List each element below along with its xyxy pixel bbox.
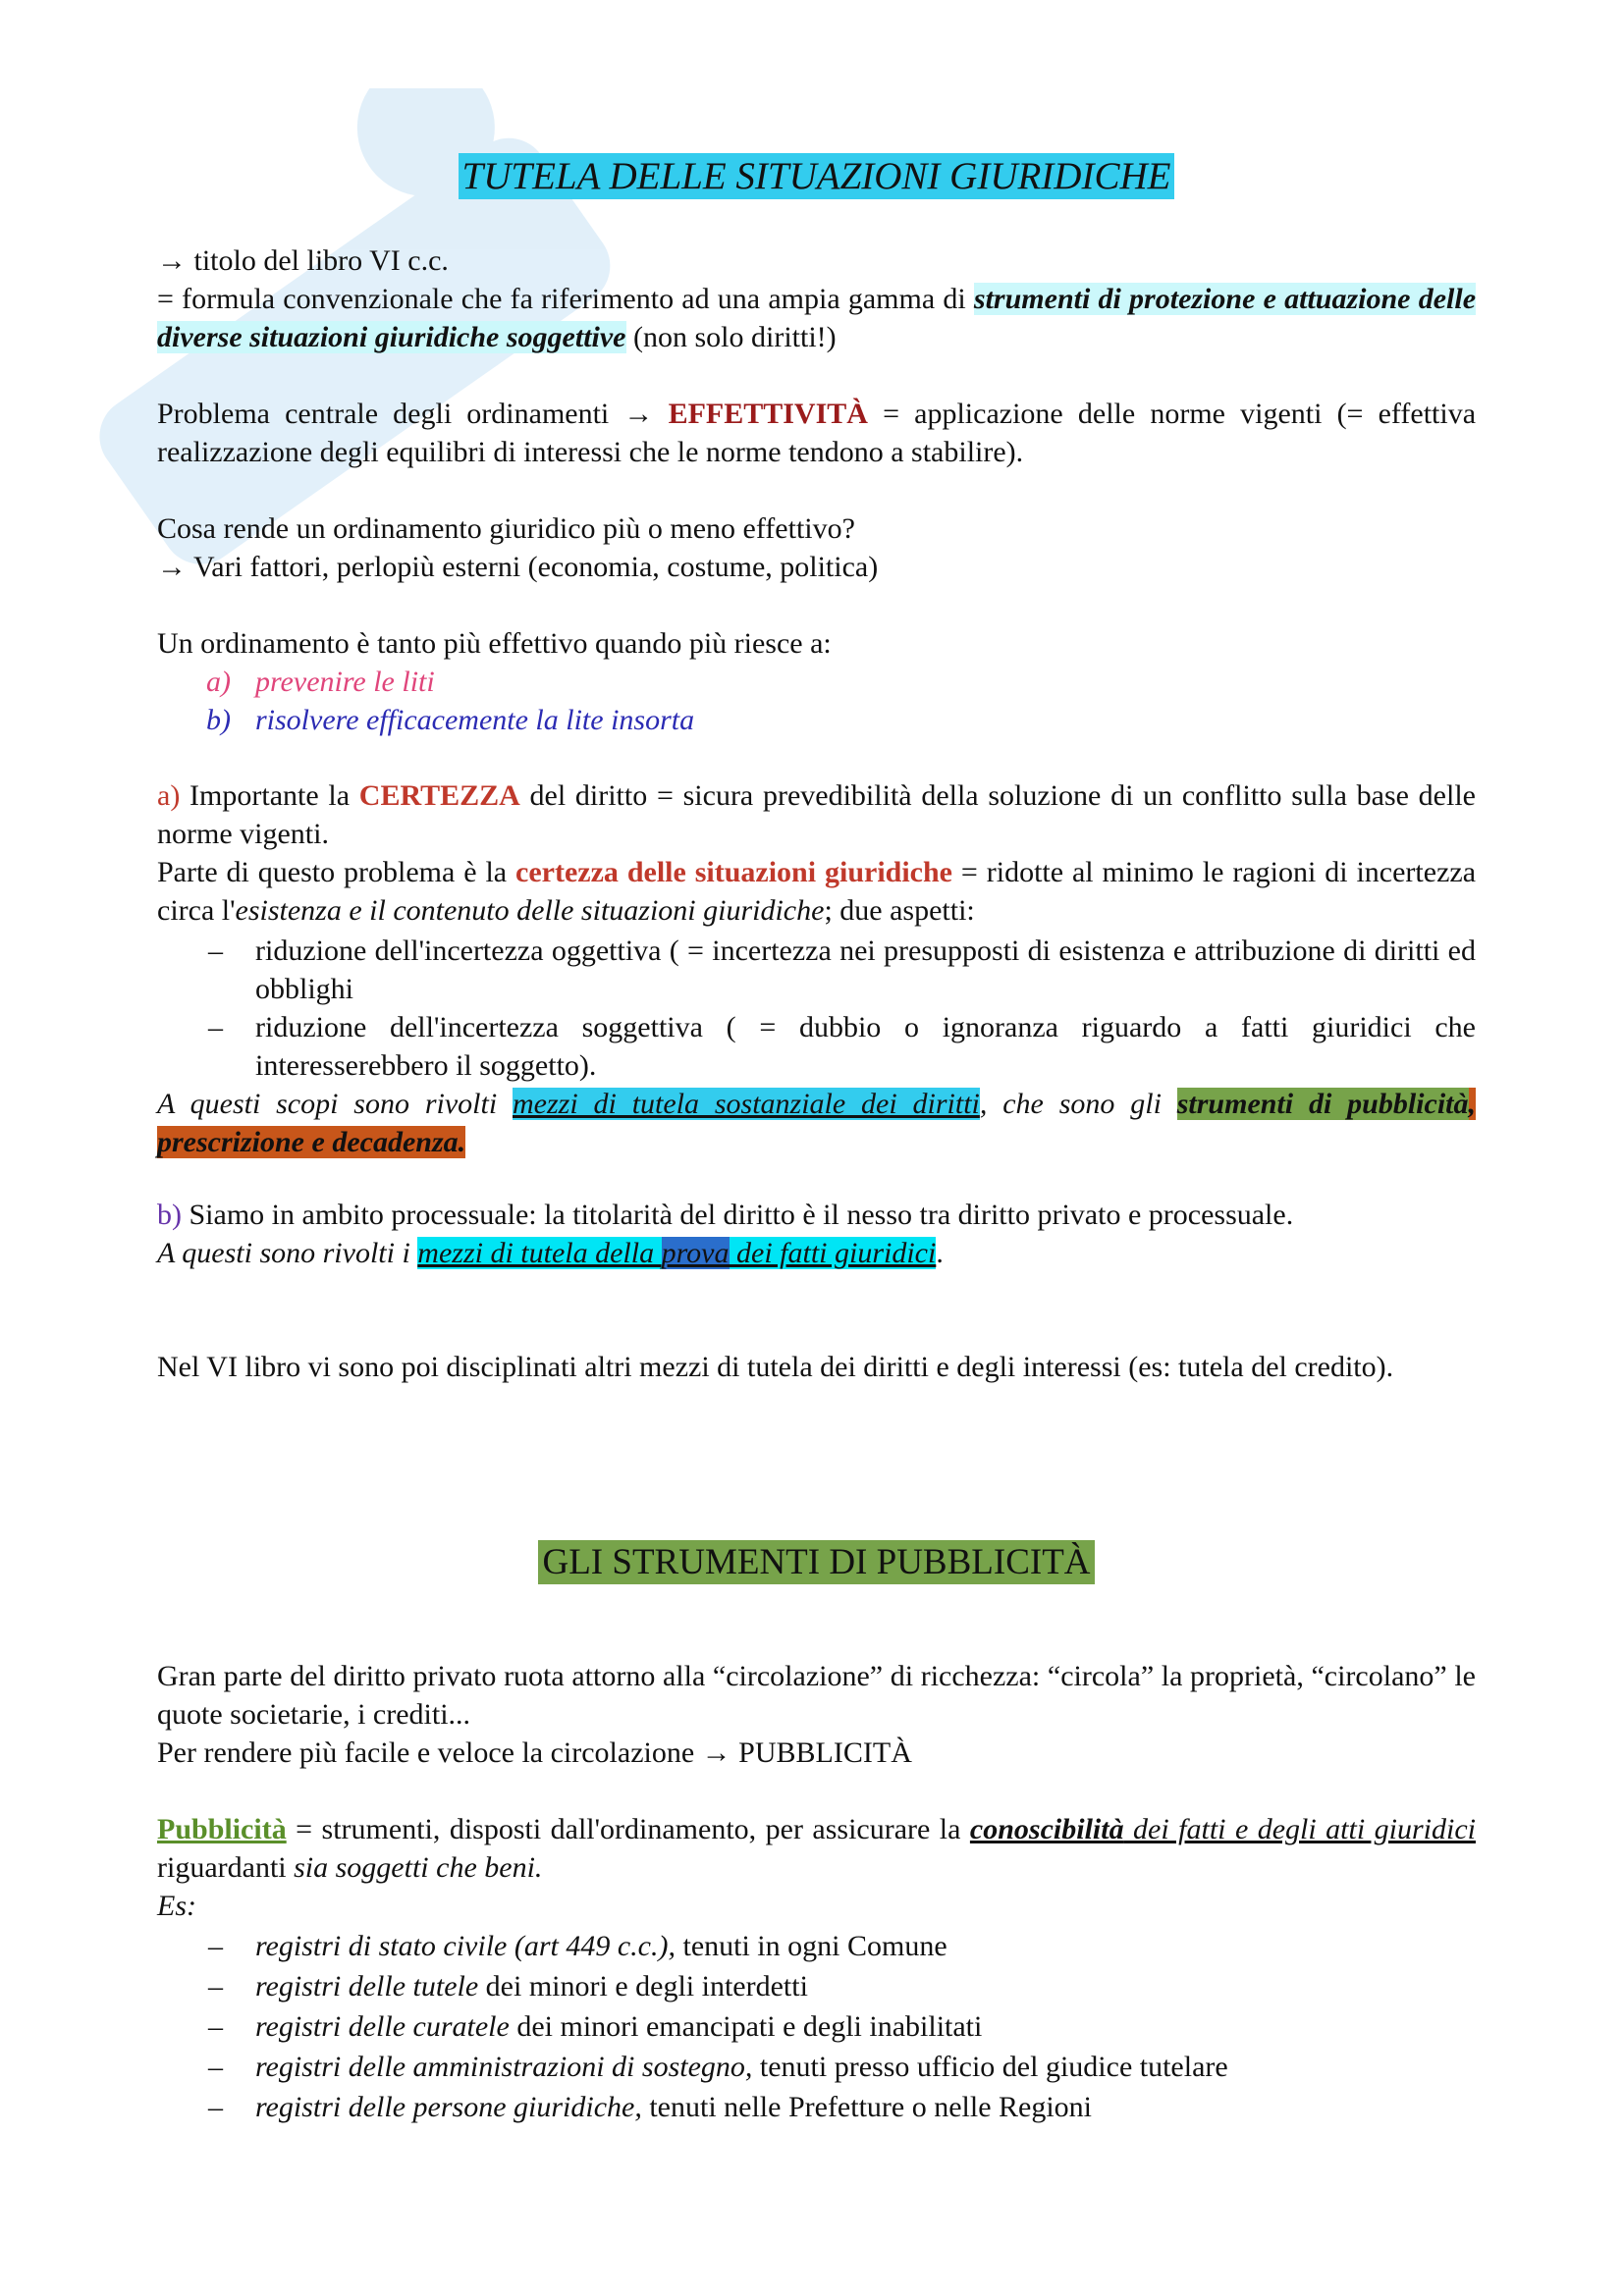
section-a: a) Importante la CERTEZZA del diritto = sicura prevedibilità della soluzione di un conflitto sulla base delle norme vigenti. Parte di questo problema è la certezza delle situazioni giuridiche = ridotte al minimo le ragioni di incertezza circa l'esistenza e il contenuto delle situazioni giuridiche; due aspetti: – riduzione dell'incertezza oggettiva ( = incertezza nei presupposti di esistenza e attribuzione di diritti ed obblighi – riduzione dell'incertezza soggettiva ( = dubbio o ignoranza riguardo a fatti giuridici che interesserebbero il soggetto). A questi scopi sono rivolti mezzi di tutela sostanziale dei diritti, che sono gli strumenti di pubblicità, prescrizione e decadenza. [157, 779, 1477, 1158]
intro-definition: = formula convenzionale che fa riferimento ad una ampia gamma di strumenti di protezione e attuazione delle diverse situazioni giuridiche soggettive (non solo diritti!) [157, 283, 1477, 353]
list-item: – riduzione dell'incertezza oggettiva ( = incertezza nei presupposti di esistenza e attribuzione di diritti ed obblighi [208, 934, 1476, 1005]
pubblicita-keyword: Pubblicità [157, 1813, 287, 1845]
list-item: – riduzione dell'incertezza soggettiva ( = dubbio o ignoranza riguardo a fatti giuridici che interesserebbero il soggetto). [208, 1011, 1476, 1082]
effettivita-paragraph: Problema centrale degli ordinamenti → EFFETTIVITÀ = applicazione delle norme vigenti (= effettiva realizzazione degli equilibri di interessi che le norme tendono a stabilire). [157, 398, 1477, 468]
closing-paragraph: Nel VI libro vi sono poi disciplinati altri mezzi di tutela dei diritti e degli interessi (es: tutela del credito). [157, 1351, 1394, 1383]
effettivita-keyword: EFFETTIVITÀ [668, 398, 868, 430]
section-title: GLI STRUMENTI DI PUBBLICITÀ [157, 1539, 1476, 1586]
intro-line: → titolo del libro VI c.c. [157, 244, 449, 277]
page-title: TUTELA DELLE SITUAZIONI GIURIDICHE [157, 153, 1476, 200]
question-paragraph: Cosa rende un ordinamento giuridico più o meno effettivo? → Vari fattori, perlopiù esterni (economia, costume, politica) [157, 512, 879, 583]
intro-paragraph [157, 241, 1476, 356]
circolazione-paragraph: Gran parte del diritto privato ruota attorno alla “circolazione” di ricchezza: “circola” la proprietà, “circolano” le quote societarie, i crediti... Per rendere più facile e veloce la circolazione → PUBBLICITÀ [157, 1660, 1476, 1769]
section-b: b) Siamo in ambito processuale: la titolarità del diritto è il nesso tra diritto privato e processuale. A questi sono rivolti i mezzi di tutela della prova dei fatti giuridici. [157, 1199, 1294, 1269]
list-item: b) risolvere efficacemente la lite insorta [206, 704, 695, 736]
list-item: – registri delle persone giuridiche, tenuti nelle Prefetture o nelle Regioni [208, 2091, 1093, 2123]
list-item: – registri delle tutele dei minori e degli interdetti [208, 1970, 808, 2002]
ordinamento-paragraph: Un ordinamento è tanto più effettivo quando più riesce a: a) prevenire le liti b) risolvere efficacemente la lite insorta [157, 624, 1476, 739]
certezza-keyword: CERTEZZA [358, 779, 520, 812]
list-item: – registri di stato civile (art 449 c.c.), tenuti in ogni Comune [208, 1930, 947, 1962]
list-item: a) prevenire le liti [206, 666, 435, 698]
list-item: – registri delle amministrazioni di sostegno, tenuti presso ufficio del giudice tutelare [208, 2051, 1228, 2083]
pubblicita-paragraph: Pubblicità = strumenti, disposti dall'ordinamento, per assicurare la conoscibilità dei fatti e degli atti giuridici riguardanti sia soggetti che beni. Es: – registri di stato civile (art 449 c.c.), tenuti in ogni Comune – registri delle tutele dei minori e degli interdetti – registri delle curatele dei minori emancipati e degli inabilitati – registri delle amministrazioni di sostegno, tenuti presso ufficio del giudice tutelare – registri delle persone giuridiche, tenuti nelle Prefetture o nelle Regioni [157, 1810, 1476, 2126]
list-item: – registri delle curatele dei minori emancipati e degli inabilitati [208, 2010, 983, 2043]
